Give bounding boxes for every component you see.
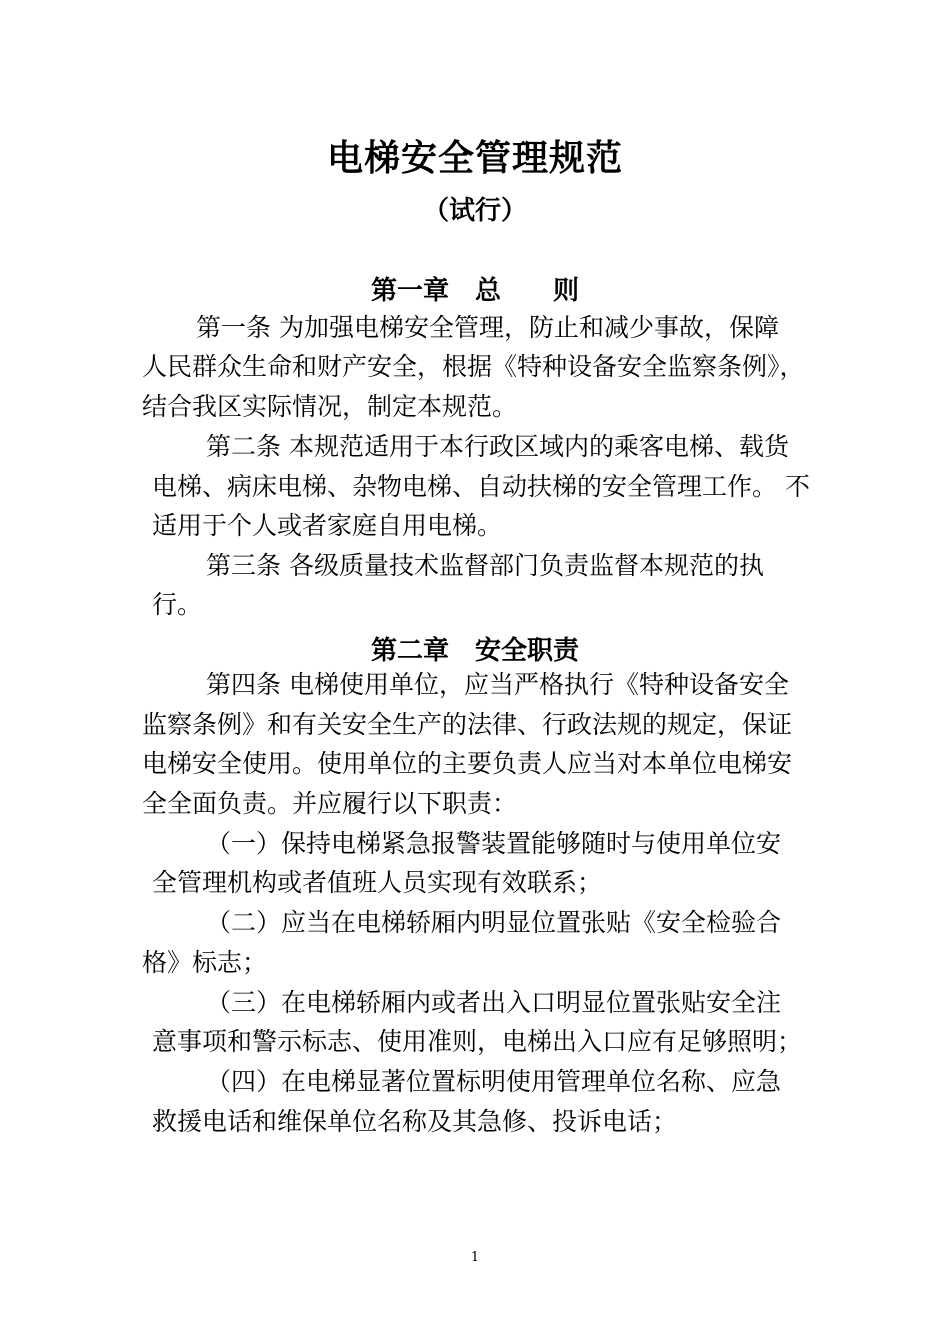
paragraph-line: 监察条例》和有关安全生产的法律、行政法规的规定，保证 bbox=[142, 710, 793, 739]
document-title: 电梯安全管理规范 bbox=[326, 138, 623, 179]
paragraph-line: 行。 bbox=[152, 590, 203, 619]
paragraph-line: （四）在电梯显著位置标明使用管理单位名称、应急 bbox=[206, 1067, 782, 1096]
paragraph-line: 电梯、病床电梯、杂物电梯、自动扶梯的安全管理工作。 不 bbox=[152, 472, 810, 501]
document-subtitle: （试行） bbox=[422, 196, 527, 226]
paragraph-line: （一）保持电梯紧急报警装置能够随时与使用单位安 bbox=[206, 829, 782, 858]
paragraph-line: 格》标志； bbox=[142, 948, 268, 977]
page-number: 1 bbox=[470, 1250, 480, 1265]
paragraph-line: 人民群众生命和财产安全，根据《特种设备安全监察条例》， bbox=[142, 352, 805, 381]
chapter-heading-1: 第一章 总 则 bbox=[370, 276, 579, 306]
paragraph-line: 第二条 本规范适用于本行政区域内的乘客电梯、载货 bbox=[206, 432, 789, 461]
paragraph-line: 结合我区实际情况，制定本规范。 bbox=[142, 392, 518, 421]
paragraph-line: 第一条 为加强电梯安全管理，防止和减少事故，保障 bbox=[196, 313, 779, 342]
paragraph-line: 第四条 电梯使用单位，应当严格执行《特种设备安全 bbox=[206, 670, 789, 699]
paragraph-line: 全管理机构或者值班人员实现有效联系； bbox=[152, 868, 603, 897]
paragraph-line: 电梯安全使用。使用单位的主要负责人应当对本单位电梯安 bbox=[142, 749, 793, 778]
paragraph-line: （二）应当在电梯轿厢内明显位置张贴《安全检验合 bbox=[206, 908, 782, 937]
paragraph-line: 意事项和警示标志、使用准则，电梯出入口应有足够照明； bbox=[152, 1027, 803, 1056]
paragraph-line: 救援电话和维保单位名称及其急修、投诉电话； bbox=[152, 1107, 678, 1136]
chapter-heading-2: 第二章 安全职责 bbox=[370, 636, 579, 666]
paragraph-line: 全全面负责。并应履行以下职责： bbox=[142, 789, 518, 818]
paragraph-line: （三）在电梯轿厢内或者出入口明显位置张贴安全注 bbox=[206, 988, 782, 1017]
paragraph-line: 适用于个人或者家庭自用电梯。 bbox=[152, 511, 503, 540]
paragraph-line: 第三条 各级质量技术监督部门负责监督本规范的执 bbox=[206, 551, 764, 580]
